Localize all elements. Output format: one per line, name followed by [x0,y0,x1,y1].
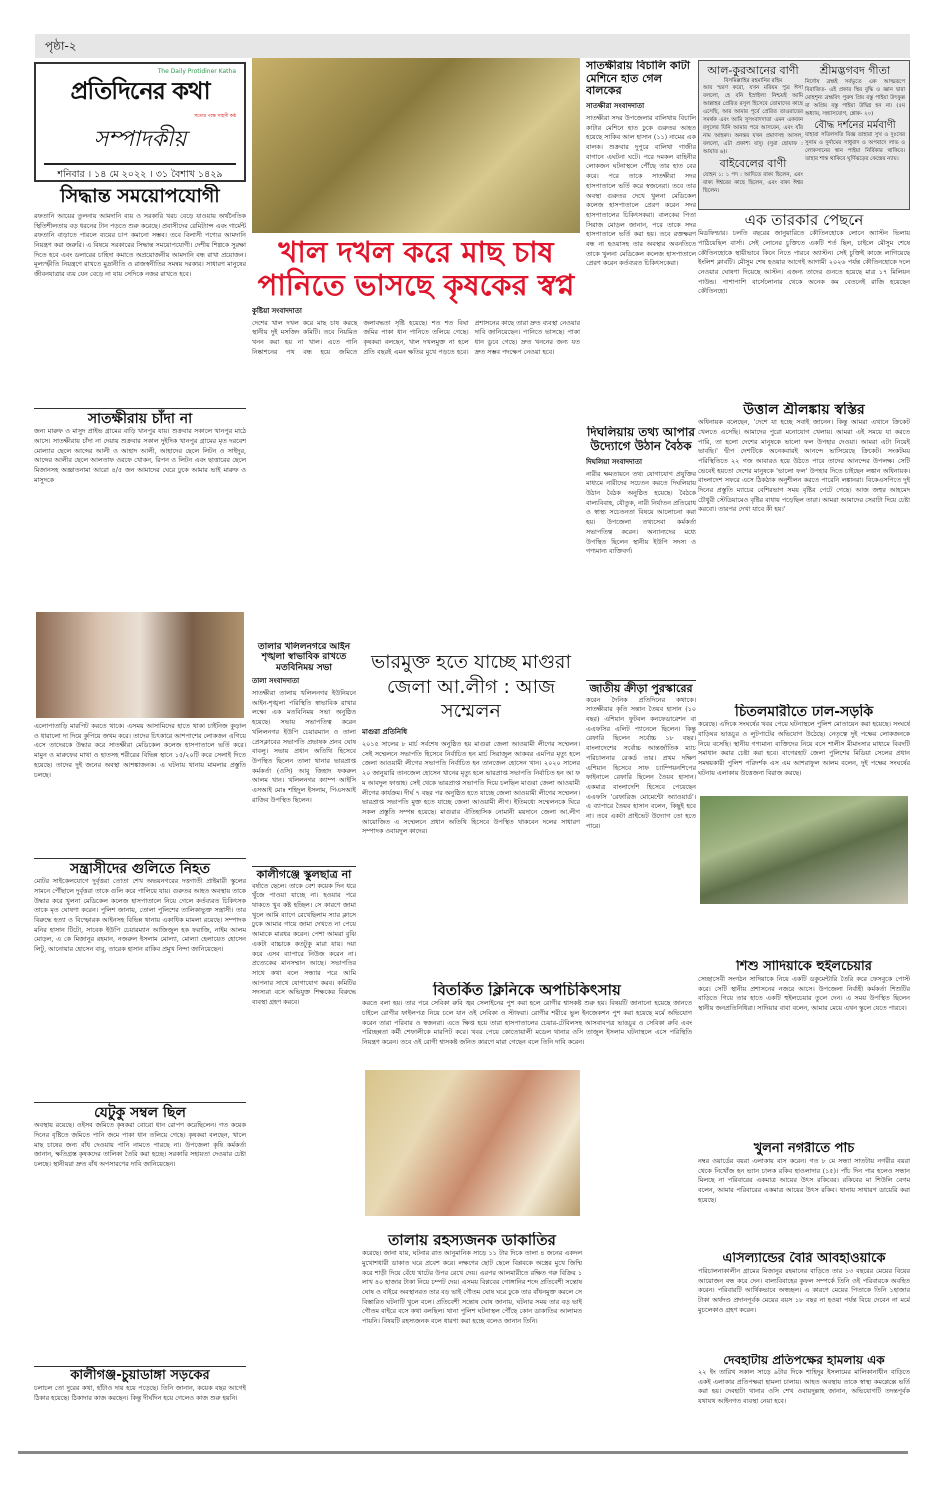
article-jetuku-sombol [34,1102,246,1362]
article-body: অধিনায়ক বলেছেন, 'দেশে যা হচ্ছে সবাই জানেন। কিন্তু আমরা এখানে ক্রিকেট খেলতে এসেছি। আমাদের পুরো মনোযোগ খেলায়। আমরা এই সময়ে যা করতে পারি, তা হলো দেশের মানুষকে ভালো ফল উপহার দেওয়া। আমরা এটা নিয়েই ভাবছি।' দ্বীপ দেশটিকে অনেকবারই আনন্দে ভাসিয়েছে ক্রিকেট। সংকটময় পরিস্থিতিতে ২২ গজ আবারও হয়ে উঠতে পারে তাদের আনন্দের উপলক্ষ। সেটি ভেবেই হয়তো দেশের মানুষকে 'ভালো ফল' উপহার দিতে চাইছেন লঙ্কান অধিনায়ক। বাংলাদেশ সফরে এসে ঠিকঠাক অনুশীলন করতে পারেনি লঙ্কানরা। বিকেএসপিতে দুই দিনের প্রস্তুতি ম্যাচের বেশিরভাগ সময় বৃষ্টির পেটে গেছে। আজ জহুর আহমেদ চৌধুরী স্টেডিয়ামেও বৃষ্টির বাধায় পড়েছিল তারা। আমরা আমাদের সেরাটা দিয়ে চেষ্টা করবো। তারপর দেখা যাবে কী হয়।' [698,418,910,514]
bible-title: বাইবেলের বাণী [719,156,787,170]
article-title[interactable]: দিঘলিয়ায় তথ্য আপার উদ্যোগে উঠান বৈঠক [587,426,695,453]
editorial-body: রফতানি আয়ের তুলনায় আমদানি ব্যয় ও সরকারি খরচ বেড়ে যাওয়ায় অর্থনৈতিক স্থিতিশীলতায় বড় ধরনের টান পড়তে শুরু করেছে। প্রবাসীদের রেমিট্যান্স এবং গার্মেন্ট রফতানি বাড়াতে পারলে ব্যয়ের চাপ কমানো সম্ভব। তবে বিলাসী পণ্যের আমদানি নিয়ন্ত্রণ করা জরুরি। এ বিষয়ে সরকারের সিদ্ধান্ত সময়োপযোগী। দেশীয় শিল্পকে সুরক্ষা দিতে হবে এবং ডলারের চাহিদা কমাতে অপ্রয়োজনীয় আমদানি বন্ধ রাখা প্রয়োজন। মূল্যস্ফীতি নিয়ন্ত্রণে রাখতে মুদ্রানীতি ও রাজস্বনীতির সমন্বয় দরকার। সাধারণ মানুষের জীবনযাত্রার ব্যয় যেন বেড়ে না যায় সেদিকে নজর রাখতে হবে। [34,211,246,279]
article-body: সেচ্ছাসেবী সংগঠন সাদিয়াকে নিয়ে একটি ডকুমেন্টারি তৈরি করে ফেসবুকে পোস্ট করে। সেটি স্থানীয় প্রশাসনের নজরে আসে। উপজেলা নির্বাহী কর্মকর্তা শিশুটির বাড়িতে গিয়ে তার হাতে একটি হুইলচেয়ার তুলে দেন। এ সময় উপস্থিত ছিলেন স্থানীয় জনপ্রতিনিধিরা। সাদিয়ার বাবা বলেন, আমার মেয়ে এখন স্কুলে যেতে পারবে। [698,974,910,1013]
article-title[interactable]: এসিল্যান্ডের বৈরি আবহাওয়াকে [722,1252,886,1266]
gita-body: নির্দোষ ব্রহ্মই সর্বভূতে এক আত্মরূপে বিরাজিত- এই প্রকার স্থির বুদ্ধি ও জ্ঞান দ্বারা মোহশূন্য ব্রহ্মবিৎ পুরুষ প্রিয় বস্তু পাইয়া উৎফুল্ল বা অপ্রিয় বস্তু পাইয়া উদ্বিগ্ন হন না। (৫ম অধ্যায়, সন্ন্যাসযোগ, শ্লোক- ২০) [805,78,905,117]
article-title[interactable]: কালীগঞ্জে স্কুলছাত্র না [252,866,356,882]
article-body: করেছে। এদিকে সংঘর্ষের খবর পেয়ে ঘটনাস্থলে পুলিশ মোতায়েন করা হয়েছে। সংঘর্ষে বাড়িঘর ভাঙচুর ও লুটপাটের অভিযোগ উঠেছে। নেতৃত্বে দুই পক্ষের লোকজনকে নিয়ে বসেছি। স্থানীয় গণ্যমান্য ব্যক্তিদের নিয়ে বসে শালীস মীমাংসার মাধ্যমে বিবদটি সমাধান করার চেষ্টা করা হবে। বাগেরহাট জেলা পুলিশের মিডিয়া সেলের প্রধান সমন্বয়কারী পুলিশ পরিদর্শক এস এম আশরাফুল আলম বলেন, দুই পক্ষের সংঘর্ষের ঘটনায় এলাকায় উত্তেজনা বিরাজ করছে। [698,720,910,777]
bible-body: যোহন ১: ১ পদ : আদিতে বাক্য ছিলেন, এবং বাক্য ঈশ্বরের কাছে ছিলেন, এবং বাক্য ঈশ্বর ছিলেন। [703,171,803,194]
article-tala-ain [252,642,356,862]
article-body: এলোপাতাড়ি মারপিট করতে থাকে। এসময় আসামিদের হাতে থাকা চাইনিজ কুড়াল ও ধারালো দা দিয়ে কুপিয়ে জখম করে। তাদের চিৎকারে আশপাশের লোকজন এগিয়ে এসে তাদেরকে উদ্ধার করে সাতক্ষীরা মেডিকেল কলেজ হাসপাতালে ভর্তি করে। মামুন ও মারুফের মাথা ও হাতসহ শরীরের বিভিন্ন স্থানে ১৫/২০টি করে সেলাই দিতে হয়েছে। তাদের দুই জনের অবস্থা আশঙ্কাজনক। এ ঘটনায় থানায় মামলার প্রস্তুতি চলছে। [34,722,246,779]
article-byline: মাগুরা প্রতিনিধি [362,728,408,737]
patient-photo [365,1070,580,1216]
article-byline: তালা সংবাদদাতা [252,677,300,686]
article-title[interactable]: যেটুকু সম্বল ছিল [34,1102,246,1121]
article-satkhira-chanda-cont [34,722,246,852]
article-tala-dakati [362,1232,582,1450]
article-body: মিডফিল্ডার। চলতি বছরের জানুয়ারিতে কৌতিনহোকে লোনে অ্যাস্টন ভিলায় পাঠিয়েছিল বার্সা। সেই লোনের চুক্তিতে একটি শর্ত ছিল, চাইলে মৌসুম শেষে কৌতিনহোকে স্থায়ীভাবে কিনে নিতে পারবে অ্যাস্টন। সেই চুক্তিই কাজে লাগিয়েছে ইংলিশ ক্লাবটি। মৌসুম শেষ হওয়ার আগেই আগামী ২০২৬ পর্যন্ত কৌতিনহোকে দলে নেওয়ার ঘোষণা দিয়েছে আস্টন। এজন্য তাদের গুনতে হয়েছে মাত্র ১৭ মিলিয়ন পাউন্ড। পাশাপাশি বার্সেলোনার থেকে অনেক কম বেতনেই রাজি হয়েছেন কৌতিনহো। [698,229,910,296]
article-title[interactable]: বিতর্কিত ক্লিনিকে অপচিকিৎসায় [433,982,621,999]
page-number-bar [35,34,910,58]
article-body: ২০১৫ সালের ৮ মার্চ সর্বশেষ অনুষ্ঠিত হয় মাগুরা জেলা আওয়ামী লীগের সম্মেলন। সেই সম্মেলনে সভাপতি হিসেবে নির্বাচিত হন মার্চ সিরাজুল আকবর এমপির মৃত্যু হলে জেলা আওয়ামী লীগের সভাপতি নির্বাচিত হন তানজেল হোসেন খান। ২০২০ সালের ২০ জানুয়ারি তানজেল হোসেন খানের মৃত্যু হলে ভারপ্রাপ্ত সভাপতি নির্বাচিত হন আ ফ ম আবদুল ফাত্তাহ। সেই থেকে ভারপ্রাপ্ত সভাপতি দিয়ে চলছিল মাগুরা জেলা আওয়ামী লীগের কার্যক্রম। দীর্ঘ ৭ বছর পর অনুষ্ঠিত হতে যাচ্ছে জেলা আওয়ামী লীগের সম্মেলন। ভারপ্রাপ্ত সভাপতি মুক্ত হতে যাচ্ছে জেলা আওয়ামী লীগ। ইতিমধ্যে সম্মেলনকে ঘিরে সকল প্রস্তুতি সম্পন্ন হয়েছে। মাগুরার ঐতিহাসিক নোমানী ময়দানে জেলা আ.লীগ আয়োজিত এ সম্মেলনে প্রধান অতিথি হিসেবে উপস্থিত থাকবেন দলের সাধারণ সম্পাদক ওবায়দুল কাদের। [362,740,580,836]
article-dighlia [586,426,696,676]
editorial-title[interactable]: সিদ্ধান্ত সময়োপযোগী [60,185,220,207]
article-debhata [698,1354,910,1450]
article-body: করেছে। জানা যায়, ঘটনার রাত আনুমানিক সাড়ে ১১ টার দিকে তালা ৪ জনের একদল মুখোশধারী ডাকাত ঘরে প্রবেশ করে। লক্ষণের ছোট ছেলে বিপ্লবকে অস্ত্রের মুখে জিম্মি করে শাড়ী দিয়ে বেঁধে খাটের উপর রেখে দেয়। এরপর আলমারীতে রক্ষিত গরু বিক্রির ১ লাখ ৪০ হাজার টাকা নিয়ে চম্পট দেয়। এসময় বিপ্লবের গোঙ্গানির শব্দে প্রতিবেশী সন্তোষ ঘোষ ও বাইরে অবস্থানরত তার বড় ভাই গৌতম ঘোষ ঘরে ঢুকে তার বাঁধনমুক্ত করলে সে বিস্তারিত ঘটনাটি খুলে বলে। প্রতিবেশী সন্তোষ ঘোষ জানায়, ঘটনার সময় তার বড় ভাই গৌতম বাইরে বসে কথা বলছিল। থানা পুলিশ ঘটনাস্থল পৌঁছে কোন ডাকাতির আলামত পায়নি। বিষয়টি রহস্যজনক বলে ধারণা করা হচ্ছে বলেও জানান তিনি। [362,1249,582,1326]
article-shishu-sadia [698,960,910,1140]
article-title[interactable]: শিশু সাদিয়াকে হুইলচেয়ার [736,960,872,974]
injured-victims-photo [36,612,244,718]
article-body: জন্য মারুফ ও মাসুদ প্রাইভ গ্রামের বাড়ি খানপুর যায়। শুক্রবার সকালে খানপুর মাঠে আসে। সাতক্ষীরায় চাঁদা না দেয়ায় শুক্রবার সকাল দুইদিক খানপুর গ্রামের মৃত দরবেশ মোল্যার ছেলে আব্দের আলী ও আহাদ আলী, আহাদের ছেলে লিটন ও সাইদুর, আব্দের আলীর ছেলে আলতাফ ওরফে খোকন, রিপন ও লিটন এবং ছাত্তারের ছেলে মিজানসহ অজ্ঞাতনামা আরো ৪/৫ জন আমাদের ঘেরে ঢুকে আমার ভাই মারুফ ও মাসুদকে [34,427,246,484]
article-body: করেন দৈনিক প্রতিদিনের কথাকে। সাতক্ষীরার কৃতি সন্তান তৈয়ব হাসান (১০ বছর) এশিয়ান ফুটবল কনফেডারেশন বা এএফসির এলিট প্যানেলে ছিলেন। কিন্তু রেফারি ছিলেন সর্বোচ্চ ১৮ বছর। বাংলাদেশের সর্বোচ্চ আন্তর্জাতিক ম্যাচ পরিচালনার রেকর্ড তার। প্রথম দক্ষিণ এশিয়ান হিসেবে সাফ চ্যাম্পিয়নশিপের ফাইনালে রেফারি ছিলেন তৈয়ব হাসান। একমাত্র বাংলাদেশি হিসেবে পেয়েছেন এএফসি 'রেফারিজ মোমেন্টো অ্যাওয়ার্ড'। এ ব্যাপারে তৈয়ব হাসান বলেন, কিছুই হবে না। তবে একটা প্রাইভেট উদ্যোগ তো হতে পারে। [586,695,696,830]
quran-subtitle: বিসমিল্লাহির রহমানির রহিম [723,77,783,84]
article-kaliganj-road [34,1366,246,1448]
masthead-english-name: The Daily Protidiner Katha [157,68,236,75]
buddha-title: বৌদ্ধ দর্শনের মর্মবাণী [814,119,896,131]
section-title: সম্পাদকীয় [93,127,187,152]
article-body: নম্বর ওয়ার্ডের বয়রা এলাকায় বাস করেন। গত ৮ মে সন্ধ্যা সাতটায় নগরীর বয়রা থেকে নিখোঁজ হন ভ্যান চালক রকিব হাওলাদার (১৫)। পাঁচ দিন পার হলেও সন্ধান মিলছে না পরিবারের একমাত্র আয়ের উৎস রকিবের। রকিবের মা শিউলি বেগম বলেন, আমার পরিবারের একমাত্র আয়ের উৎস রকিব। থানায় সাধারণ ডায়েরি করা হয়েছে। [698,1156,910,1204]
quran-body: আর স্মরণ করো, যখন মরিয়ম পুত্র ঈসা বললো, হে বনি ইস্রাইল! নিশ্চয়ই আমি আল্লাহর প্রেরিত রসুল হিসেবে তোমাদের কাছে এসেছি, আর আমার পূর্বে প্রেরিত তাওরাতের সমর্থক এবং আমি সুসংবাদদাতা এমন একজন রসুলের যিনি আমার পরে আসবেন, এবং যাঁর নাম আহমদ। অনন্তর যখন প্রমাণসহ আসল, বললো, এটা প্রকাশ্য যাদু। (সুরা ছোয়াফ : আয়াত ৬)। [703,84,803,155]
quran-title: আল-কুরআনের বাণী [707,64,799,77]
article-body: সাতক্ষীরা সদর উপজেলার বালিথায় বিচালি কাটার মেশিনে হাত ঢুকে গুরুতর আহত হয়েছে সাকিব আল হাসান (১১) নামের এক বালক। শুক্রবার দুপুরে বালিথা গাজীর বাগানে এঘটনা ঘটে। পরে দমকল বাহিনীর লোকজন ঘটনাস্থলে পৌঁছে তার হাত বের করে। পরে তাকে সাতক্ষীরা সদর হাসপাতালে ভর্তি করে স্বজনেরা। তবে তার অবস্থা গুরুতর দেখে খুলনা মেডিকেল কলেজ হাসপাতালে প্রেরণ করেন সদর হাসপাতালের চিকিৎসকরা। বালকের পিতা সিরাজ মোড়ল জানান, পরে তাকে সদর হাসপাতালে ভর্তি করা হয়। তবে রক্তক্ষরণ বন্ধ না হওয়াসহ তার অবস্থার অবনতিতে তাকে খুলনা মেডিকেল কলেজ হাসপাতালে প্রেরণ করেন কর্তব্যরত চিকিৎসকেরা। [586,113,696,268]
article-title[interactable]: সাতক্ষীরায় বিচালি কাটা মেশিনে হাত গেল বালকের [586,60,690,98]
article-byline: সাতক্ষীরা সংবাদদাতা [586,101,645,110]
article-title[interactable]: ভারমুক্ত হতে যাচ্ছে মাগুরা জেলা আ.লীগ : আজ সম্মেলন [370,651,572,723]
article-title[interactable]: উত্তাল শ্রীলঙ্কায় স্বস্তির [743,402,865,418]
article-title[interactable]: সাতক্ষীরায় চাঁদা না [34,408,246,427]
gita-title: শ্রীমদ্ভগবদ গীতা [819,64,891,77]
article-byline: দিঘলিয়া সংবাদদাতা [586,457,643,466]
article-title[interactable]: দেবহাটায় প্রতিপক্ষের হামলায় এক [723,1354,885,1367]
article-sontrasi-guli [34,858,246,1098]
article-body: সাতক্ষীরা তালায় খলিলনগর ইউনিয়নে আইন-শৃঙ্খলা পরিস্থিতি স্বাভাবিক রাখার লক্ষ্যে এক মতবিনিময় সভা অনুষ্ঠিত হয়েছে। সভায় সভাপতিত্ব করেন খলিলনগর ইউপি চেয়ারম্যান ও তালা প্রেসক্লাবের সভাপতি প্রভাষক প্রনব ঘোষ বাবলু। সভায় প্রধান অতিথি হিসেবে উপস্থিত ছিলেন তালা থানার ভারপ্রাপ্ত কর্মকর্তা (ওসি) আবু জিহাদ ফকরুল আলম খান। খলিলনগর ক্যাম্প আইসি এসআই মোঃ শহিদুল ইসলাম, পিএসআই রাজিব উপস্থিত ছিলেন। [252,689,356,804]
article-title[interactable]: জাতীয় ক্রীড়া পুরস্কারের [586,680,696,696]
article-khulna-pach [698,1142,910,1248]
article-magura [362,650,580,950]
article-title[interactable]: চিতলমারীতে ঢাল-সড়কি [734,704,874,720]
article-title[interactable]: কালীগঞ্জ-চুয়াডাঙ্গা সড়কের [34,1366,246,1384]
article-byline: কুষ্টিয়া সংবাদদাতা [252,306,302,315]
article-body: বর্ষাতে ছেলে। তাকে বেশ কয়েক দিন ধরে খুঁজে পাওয়া যাচ্ছে না। হওয়ার পরে থাকতে খুব কষ্ট হচ্ছিল। সে কারণে জামা খুলে আমি ব্যাগে রেখেছিলাম স্যার ক্লাসে ঢুকে আমার গায়ে জামা দেখতে না পেয়ে আমাকে মারধর করেন। পেশা আমরা বুঝি একটা বাচ্চাকে কতটুকু মারা যায়। দয়া করে এসব ব্যাপারে নিউজ করেন না। প্রত্যেকের মানসম্মান আছে। সভাপতির সাথে কথা বলে সন্ধ্যার পরে আমি আপনার সাথে যোগাযোগ করব। কমিটির সদস্যরা বসে অভিযুক্ত শিক্ষকের বিরুদ্ধে ব্যবস্থা গ্রহণ করবে। [252,881,356,1007]
page-bottom-rule [18,1451,908,1454]
religious-quotes-box [698,60,910,210]
article-krira [586,680,696,1450]
farmer-flooded-field-photo [252,58,580,233]
issue-date: শনিবার । ১৪ মে ২০২২ । ৩১ বৈশাখ ১৪২৯ [44,163,236,182]
article-body: নারীর ক্ষমতায়নে তথ্য যোগাযোগ প্রযুক্তির মাধ্যমে নারীদের সচেতন করতে দিঘলিয়ায় উঠান বৈঠক অনুষ্ঠিত হয়েছে। বৈঠকে বাল্যবিবাহ, যৌতুক, নারী নির্যাতন প্রতিরোধ ও স্বাস্থ্য সচেতনতা বিষয়ে আলোচনা করা হয়। উপজেলা তথ্যসেবা কর্মকর্তা সভাপতিত্ব করেন। অন্যান্যদের মধ্যে উপস্থিত ছিলেন স্থানীয় ইউপি সদস্য ও গণ্যমান্য ব্যক্তিবর্গ। [586,469,696,556]
masthead-tagline: সত্যের পক্ষে সাহসী কণ্ঠ [194,114,236,119]
masthead [34,62,246,182]
article-title[interactable]: তালায় রহস্যজনক ডাকাতির [388,1232,556,1249]
article-body: চলাচল তো দুরের কথা, হাঁটাও দায় হয়ে পড়েছে। তিনি জানান, কয়েক বছর আগেই ঠিকার হয়েছে। ঠিকাদার কাজ করছেন। কিন্তু দীর্ঘদিন হয়ে গেলেও কাজ শুরু হয়নি। [34,1383,246,1402]
article-bichali [586,60,696,422]
article-title[interactable]: তালার খলিলনগরে আইন শৃঙ্খলা স্বাভাবিক রাখতে মতবিনিময় সভা [257,642,351,673]
masthead-logo: প্রতিদিনের কথা [70,76,210,105]
article-title[interactable]: খুলনা নগরীতে পাঁচ [753,1142,855,1156]
editorial [34,184,246,404]
article-kaliganj-school [252,866,356,1450]
article-body: ২২ ইং তারিখ সকাল সাড়ে ৯টার দিকে শাহিদুর ইসলামের মালিকানাধীন বাড়িতে একই এলাকার প্রতিপক্ষরা হামলা চালায়। আহত অবস্থায় তাকে স্বাস্থ্য কমপ্লেক্সে ভর্তি করা হয়। দেবহাটা থানার ওসি শেখ ওবায়দুল্লাহ জানান, অভিযোগটি তদন্তপূর্বক যথাযথ আইনগত ব্যবস্থা নেয়া হবে। [698,1367,910,1405]
article-ek-tarokar [698,212,910,398]
page-number: পৃষ্ঠা-২ [45,39,77,53]
lead-headline[interactable]: খাল দখল করে মাছ চাষ পানিতে ভাসছে কৃষকের স্বপ্ন [257,236,575,303]
article-title[interactable]: এক তারকার পেছনে [744,212,864,229]
article-body: মোটর সাইকেলযোগে দুর্বৃত্তরা তোতা শেখ অভয়নগরের দত্তগাতী প্রাইমারী স্কুলের সামনে পৌঁছালে দুর্বৃত্তরা তাকে গুলি করে পালিয়ে যায়। গুরুতর আহত অবস্থায় তাকে উদ্ধার করে খুলনা মেডিকেল কলেজ হাসপাতালে নিয়ে গেলে কর্তব্যরত চিকিৎসক তাকে মৃত ঘোষণা করেন। পুলিশ জানায়, তোলা পুলিশের তালিকাভুক্ত সন্ত্রাসী। তার বিরুদ্ধে হত্যা ও বিস্ফোরক আইনসহ বিভিন্ন থানায় একাধিক মামলা রয়েছে। সম্পাদক মনির হাসান টিটো, সাবেক ইউপি চেয়ারম্যান আজিজুল হক ফরাজি, নাইম আলম মোড়ল, এ কে মিজানুর রহমান, নজরুল ইসলাম মোল্যা, মোল্যা হেলায়েত হোসেন লিটু, আনোয়ার হোসেন বাবু, তারেক হাসান রাকিব প্রমুখ নিন্দা জানিয়েছেন। [34,877,246,954]
article-satkhira-chanda [34,408,246,568]
damaged-houses-photo [700,796,908,904]
buddha-body: যাহারা সতিলসতি বিজ্ঞ তাহারা সুখ ও দুঃখের সুনাম ও দুর্নামের সাধুবাদ ও অপবাদে লাভ ও লোকসানের স্বান পাইয়া নির্বিকার থাকিবে। তাহার শান্ত থাকিবে ঘূর্ণিঝড়ের কেন্দ্রের ন্যায়। [805,132,905,163]
article-title[interactable]: সন্ত্রাসীদের গুলিতে নিহত [34,858,246,877]
article-srilanka [698,402,910,702]
article-chitolmari [698,704,910,800]
article-body: করতে বলা হয়। তার পরে সেবিকা রুবি জ্বর সেলাইনের পুশ করা হলে রোগীর শ্বাসকষ্ট শুরু হয়। বিষয়টি জানানো হয়েছে জানতে চাইলে রোগীর ফাইলপত্র নিয়ে চলে যান ওই সেবিকা ও স্টাফরা। রোগীর শরীরে ভুল ইনজেকশন পুশ করা হয়েছে মর্মে অভিযোগ করেন তারা পরিবার ও স্বজনরা। এতে ক্ষিপ্ত হয়ে তারা হাসপাতালের চেয়ার-টেবিলসহ আসবাবপত্র ভাঙচুর ও সেবিকা রুবি এবং পরিচ্ছন্নতা কর্মী শেফালীকে মারপিট করে। খবর পেয়ে কোতোয়ালী মডেল থানার ওসি তাজুল ইসলাম ঘটনাস্থলে এসে পরিস্থিতি নিয়ন্ত্রণ করেন। তবে ওই রোগী শ্বাসকষ্ট জনিত কারণে মারা গেছেন বলে তিনি দাবি করেন। [362,999,692,1047]
article-body: দেশের খাল দখল করে মাছ চাষ করছে স্থানীয় দুই মসজিদ কমিটি। তবে নিয়মিত খনন করা হয় না খাল। এতে পানি নিষ্কাশনের পথ বন্ধ হয়ে জমিতে জলাবদ্ধতা সৃষ্টি হয়েছে। শত শত বিঘা জমির পাকা ধান পানিতে তলিয়ে গেছে। কৃষকরা বলছেন, খাল দখলমুক্ত না হলে প্রতি বছরই এমন ক্ষতির মুখে পড়তে হবে। প্রশাসনের কাছে তারা দ্রুত ব্যবস্থা নেওয়ার দাবি জানিয়েছেন। পানিতে ভাসছে। পাকা ধান ডুবে গেছে। দ্রুত খননের জন্য যত দ্রুত সম্ভব পদক্ষেপ নেওয়া হবে। [252,318,580,356]
article-khal-dokhol [252,236,580,636]
article-body: অবস্থায় রয়েছে। ওইসব জমিতে কৃষকরা বোরো ধান রোপণ করেছিলেন। গত কয়েক দিনের বৃষ্টিতে জমিতে পানি জমে পাকা ধান তলিয়ে গেছে। কৃষকরা বলছেন, খালে মাছ চাষের জন্য বাঁধ দেওয়ায় পানি নামতে পারছে না। উপজেলা কৃষি কর্মকর্তা জানান, ক্ষতিগ্রস্ত কৃষকদের তালিকা তৈরি করা হচ্ছে। সরকারি সহায়তা দেওয়ার চেষ্টা চলছে। স্থানীয়রা দ্রুত বাঁধ অপসারণের দাবি জানিয়েছেন। [34,1121,246,1168]
article-body: পরিচালনাকালীন গ্রামের মিজানুর রহমানের বাড়িতে তার ১৩ বছরের মেয়ের বিয়ের আয়োজন বন্ধ করে দেন। বাল্যবিবাহের কুফল সম্পর্কে তিনি ওই পরিবারকে অবহিত করেন। পরিবারটি আর্থিকভাবে অস্বচ্ছল। এ কারণে মেয়ের পিতাকে তিনি ১হাজার টাকা অর্থদণ্ড প্রদানপূর্বক মেয়ের বয়স ১৮ বছর না হওয়া পর্যন্ত বিয়ে দেবেন না মর্মে মুচলেকাও গ্রহণ করেন। [698,1266,910,1314]
article-asilyate [698,1252,910,1350]
